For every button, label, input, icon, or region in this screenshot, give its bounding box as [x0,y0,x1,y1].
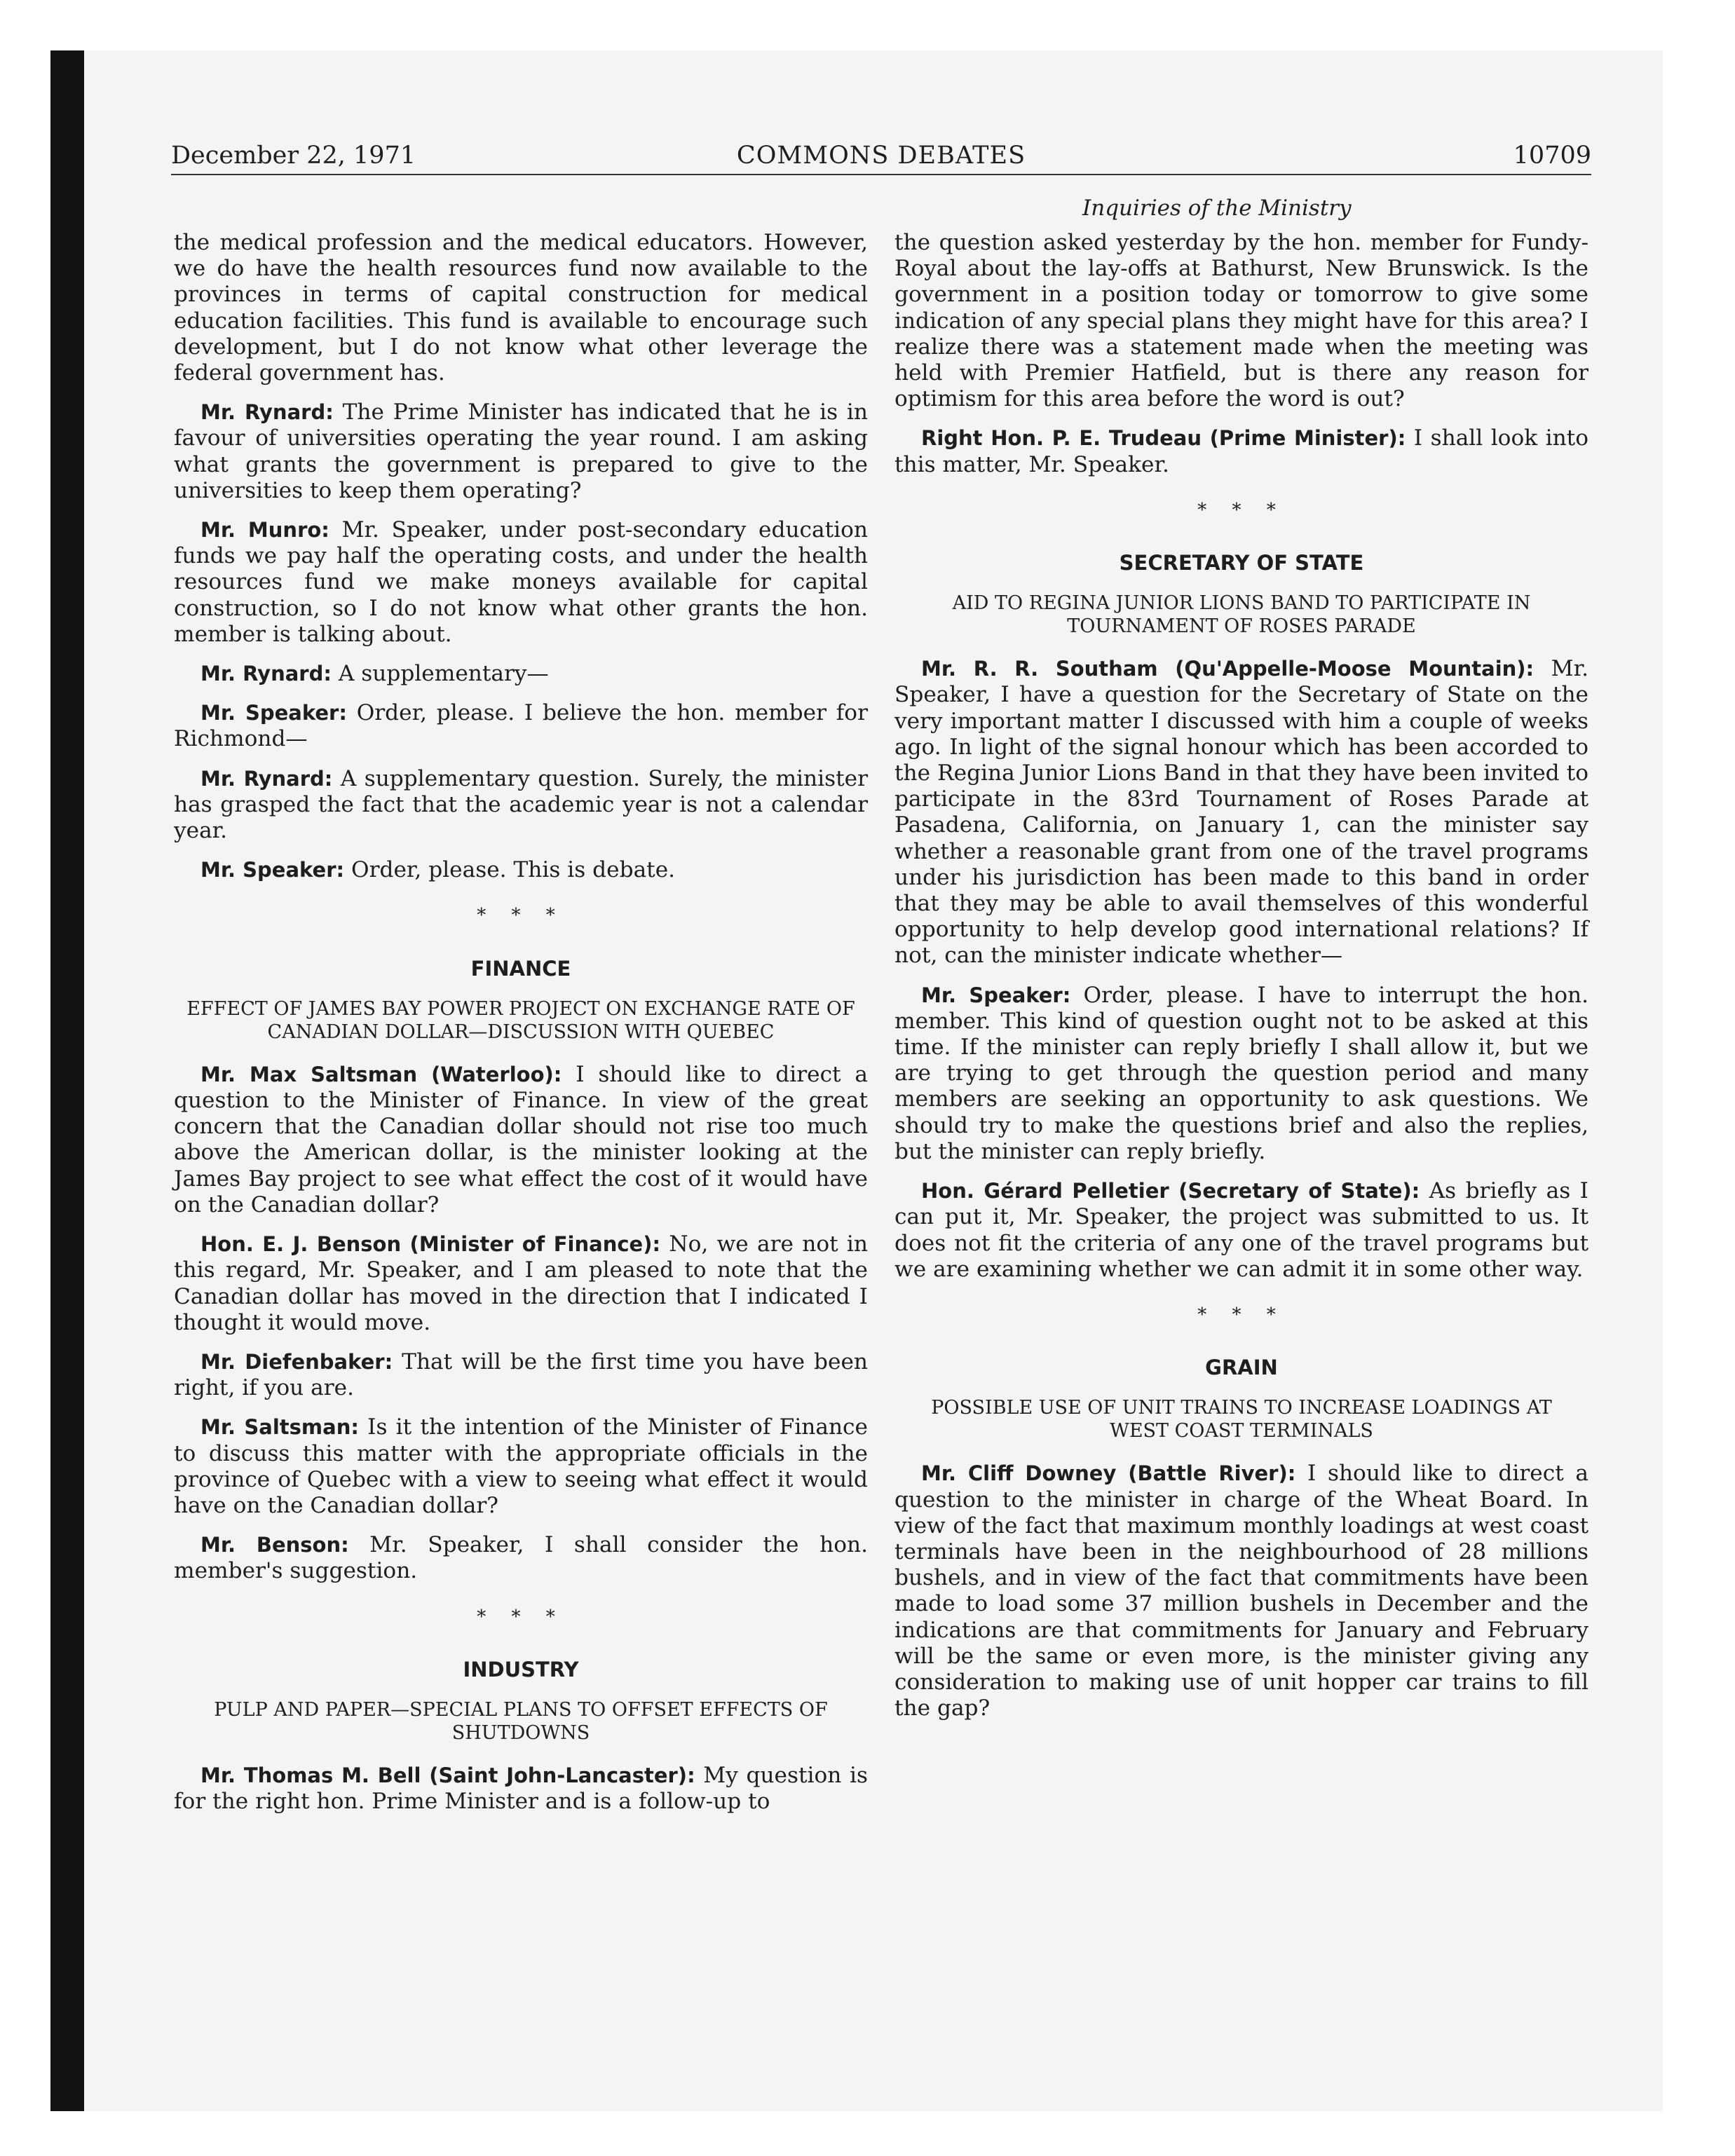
speech [174,857,868,883]
scan-binding-edge [50,50,84,2111]
speech-text: Mr. Speaker, I shall consider the hon. member's suggestion. [174,1532,868,1584]
section-divider: * * * [1197,1304,1286,1325]
speech [174,1414,868,1519]
speech-text: That will be the first time you have been right, if you are. [174,1349,868,1401]
speech [894,983,1588,1165]
right-column [894,230,1588,1735]
section-divider: * * * [477,1606,565,1628]
paragraph: the question asked yesterday by the hon. member for Fundy-Royal about the lay-offs at Bathurst, New Brunswick. Is the government in a position today or tomorrow to give some indication of any special plans they might have for this area? I realize there was a statement made when the meeting was held with Premier Hatfield, but is there any reason for optimism for this area before the word is out? [894,230,1588,412]
speech-text: I should like to direct a question to the Minister of Finance. In view of the great concern that the Canadian dollar should not rise too much above the American dollar, is the minister looking at the James Bay project to see what effect the cost of it would have on the Canadian dollar? [174,1061,868,1217]
speech-text: A supplementary— [331,661,549,687]
subject-heading: PULP AND PAPER—SPECIAL PLANS TO OFFSET EFFECTS OF SHUTDOWNS [214,1698,828,1744]
speech-text: As briefly as I can put it, Mr. Speaker, the project was submitted to us. It does not fit the criteria of any one of the travel programs but we are examining whether we can admit it in some other way. [894,1178,1588,1282]
speech-text: Is it the intention of the Minister of Finance to discuss this matter with the appropriate officials in the province of Quebec with a view to seeing what effect it would have on the Canadian dollar? [174,1414,868,1518]
header-page-number: 10709 [1513,142,1591,170]
speech-text: I shall look into this matter, Mr. Speaker. [894,425,1588,477]
speech-text: Mr. Speaker, I have a question for the Secretary of State on the very important matter I discussed with him a couple of weeks ago. In light of the signal honour which has been accorded to the Regina Junior Lions Band in that they have been invited to participate in the 83rd Tournament of Roses Parade at Pasadena, California, on January 1, can the minister say whether a reasonable grant from one of the travel programs under his jurisdiction has been made to this band in order that they may be able to avail themselves of this wonderful opportunity to help develop good international relations? If not, can the minister indicate whether— [894,656,1588,969]
speech [174,1532,868,1584]
page-header [171,142,1591,175]
left-column [174,230,868,1828]
speaker-name: Mr. Saltsman: [200,1415,359,1440]
speech [174,517,868,648]
header-title: COMMONS DEBATES [736,142,1026,170]
speaker-name: Mr. R. R. Southam (Qu'Appelle-Moose Mountain): [921,657,1535,681]
speaker-name: Mr. Max Saltsman (Waterloo): [200,1062,562,1086]
speaker-name: Hon. E. J. Benson (Minister of Finance): [200,1232,661,1257]
speech [894,1461,1588,1721]
speech [894,656,1588,969]
paragraph: the medical profession and the medical educators. However, we do have the health resources fund now available to the provinces in terms of capital construction for medical education facilities. This fund is available to encourage such development, but I do not know what other leverage the federal government has. [174,230,868,386]
section-divider: * * * [477,905,565,927]
speech-text: Mr. Speaker, under post-secondary education funds we pay half the operating costs, and under the health resources fund we make moneys available for capital construction, so I do not know what other grants the hon. member is talking about. [174,517,868,647]
speech-text: A supplementary question. Surely, the minister has grasped the fact that the academic year is not a calendar year. [174,765,868,844]
speech [174,1763,868,1815]
speech-text: Order, please. This is debate. [344,857,676,883]
subject-heading: AID TO REGINA JUNIOR LIONS BAND TO PARTICIPATE IN TOURNAMENT OF ROSES PARADE [952,592,1531,638]
speech-text: My question is for the right hon. Prime Minister and is a follow-up to [174,1762,868,1815]
speech [174,661,868,687]
speech [174,1349,868,1401]
speaker-name: Mr. Diefenbaker: [200,1349,393,1374]
speaker-name: Mr. Rynard: [200,400,334,425]
subject-heading: EFFECT OF JAMES BAY POWER PROJECT ON EXCHANGE RATE OF CANADIAN DOLLAR—DISCUSSION WITH QUEBEC [186,997,855,1043]
speaker-name: Mr. Speaker: [200,701,347,725]
speaker-name: Mr. Thomas M. Bell (Saint John-Lancaster): [200,1763,695,1787]
speech [174,400,868,504]
department-heading: FINANCE [470,956,571,981]
speech-text: Order, please. I have to interrupt the hon. member. This kind of question ought not to be asked at this time. If the minister can reply briefly I shall allow it, but we are trying to get through the question period and many members are seeking an opportunity to ask questions. We should try to make the questions brief and also the replies, but the minister can reply briefly. [894,982,1588,1164]
speaker-name: Mr. Munro: [200,518,329,543]
department-heading: GRAIN [1205,1356,1278,1380]
subject-heading: POSSIBLE USE OF UNIT TRAINS TO INCREASE LOADINGS AT WEST COAST TERMINALS [931,1397,1552,1442]
speech-text: I should like to direct a question to the minister in charge of the Wheat Board. In view of the fact that maximum monthly loadings at west coast terminals have been in the neighbourhood of 28 millions bushels, and in view of the fact that commitments have been made to load some 37 million bushels in December and the indications are that commitments for January and February will be the same or even more, is the minister giving any consideration to making use of unit hopper car trains to fill the gap? [894,1461,1588,1721]
section-divider: * * * [1197,499,1286,521]
speaker-name: Hon. Gérard Pelletier (Secretary of State): [921,1179,1420,1203]
speech [894,425,1588,477]
speaker-name: Right Hon. P. E. Trudeau (Prime Minister): [921,426,1406,451]
speech [174,1062,868,1218]
speech [174,766,868,845]
speaker-name: Mr. Rynard: [200,766,333,791]
header-date: December 22, 1971 [171,142,416,170]
speaker-name: Mr. Speaker: [921,983,1071,1007]
speech-text: Order, please. I believe the hon. member for Richmond— [174,700,868,752]
speech [894,1178,1588,1283]
department-heading: SECRETARY OF STATE [1119,551,1364,575]
speech-text: No, we are not in this regard, Mr. Speaker, and I am pleased to note that the Canadian dollar has moved in the direction that I indicated I thought it would move. [174,1231,868,1335]
speech [174,700,868,752]
speaker-name: Mr. Benson: [200,1533,349,1557]
speaker-name: Mr. Cliff Downey (Battle River): [921,1461,1296,1486]
speaker-name: Mr. Speaker: [200,858,345,882]
speech-text: The Prime Minister has indicated that he is in favour of universities operating the year round. I am asking what grants the government is prepared to give to the universities to keep them operating? [174,400,868,503]
department-heading: INDUSTRY [463,1657,579,1681]
speech [174,1231,868,1336]
running-head: Inquiries of the Ministry [1082,196,1352,221]
speaker-name: Mr. Rynard: [200,662,332,686]
